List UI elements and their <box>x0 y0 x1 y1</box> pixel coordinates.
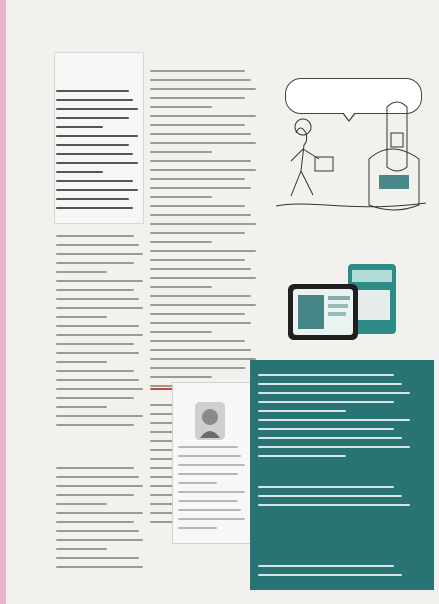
middle-line-14 <box>150 187 251 189</box>
sidebar-block1-line-9 <box>258 446 410 448</box>
definition-line-11 <box>56 180 133 182</box>
second-factor-line-4 <box>56 494 134 496</box>
author-bio-line-10 <box>178 527 217 529</box>
definition-line-14 <box>56 207 133 209</box>
second-factor-line-11 <box>56 557 139 559</box>
second-factor-line-2 <box>56 476 139 478</box>
middle-line-33 <box>150 358 256 360</box>
middle-line-31 <box>150 340 245 342</box>
sidebar-block1-line-6 <box>258 419 410 421</box>
second-factor-line-5 <box>56 503 107 505</box>
middle-line-8 <box>150 133 251 135</box>
sidebar-block2-line-1 <box>258 486 394 488</box>
middle-line-24 <box>150 277 256 279</box>
middle-line-18 <box>150 223 256 225</box>
left-body-line-10 <box>56 316 107 318</box>
middle-line-21 <box>150 250 256 252</box>
middle-line-29 <box>150 322 251 324</box>
middle-line-25 <box>150 286 212 288</box>
middle-line-27 <box>150 304 256 306</box>
middle-line-1 <box>150 70 245 72</box>
definition-title <box>62 60 138 80</box>
author-bio-line-4 <box>178 473 238 475</box>
middle-line-32 <box>150 349 251 351</box>
definition-line-8 <box>56 153 133 155</box>
author-avatar <box>195 402 225 440</box>
sidebar-block2-line-3 <box>258 504 410 506</box>
left-body-line-21 <box>56 415 143 417</box>
middle-line-6 <box>150 115 256 117</box>
second-factor-line-12 <box>56 566 143 568</box>
definition-line-6 <box>56 135 138 137</box>
definition-line-7 <box>56 144 129 146</box>
definition-line-5 <box>56 126 103 128</box>
middle-line-4 <box>150 97 245 99</box>
sidebar-teal-box <box>250 360 434 590</box>
definition-line-3 <box>56 108 138 110</box>
definition-line-12 <box>56 189 138 191</box>
left-body-line-20 <box>56 406 107 408</box>
middle-line-30 <box>150 331 212 333</box>
promo-graphic <box>284 256 404 356</box>
sidebar-block3-line-2 <box>258 574 402 576</box>
middle-line-26 <box>150 295 251 297</box>
second-factor-line-6 <box>56 512 143 514</box>
middle-line-15 <box>150 196 212 198</box>
second-factor-line-1 <box>56 467 134 469</box>
sidebar-block1-line-10 <box>258 455 346 457</box>
definition-line-1 <box>56 90 129 92</box>
definition-line-2 <box>56 99 133 101</box>
author-name <box>178 388 248 398</box>
sidebar-block1-line-8 <box>258 437 402 439</box>
left-body-line-19 <box>56 397 134 399</box>
definition-line-10 <box>56 171 103 173</box>
definition-line-9 <box>56 162 138 164</box>
middle-line-7 <box>150 124 245 126</box>
middle-line-16 <box>150 205 245 207</box>
left-body-line-9 <box>56 307 143 309</box>
sidebar-block1-line-1 <box>258 374 394 376</box>
left-body-line-5 <box>56 271 107 273</box>
left-body-line-14 <box>56 352 139 354</box>
author-bio-line-5 <box>178 482 217 484</box>
page-edge-stripe <box>0 0 6 604</box>
sidebar-block2-line-2 <box>258 495 402 497</box>
second-factor-line-7 <box>56 521 134 523</box>
middle-line-10 <box>150 151 212 153</box>
sidebar-block1-line-5 <box>258 410 346 412</box>
left-body-line-2 <box>56 244 139 246</box>
definition-line-13 <box>56 198 129 200</box>
sidebar-block1-line-2 <box>258 383 402 385</box>
left-body-line-22 <box>56 424 134 426</box>
middle-line-28 <box>150 313 245 315</box>
middle-line-2 <box>150 79 251 81</box>
sidebar-block1-line-4 <box>258 401 394 403</box>
author-bio-line-3 <box>178 464 245 466</box>
sidebar-block3-line-1 <box>258 565 394 567</box>
middle-line-9 <box>150 142 256 144</box>
second-factor-line-8 <box>56 530 139 532</box>
left-body-line-17 <box>56 379 139 381</box>
sidebar-block1-line-7 <box>258 428 394 430</box>
middle-line-3 <box>150 88 256 90</box>
middle-line-22 <box>150 259 245 261</box>
left-body-line-15 <box>56 361 107 363</box>
left-body-line-1 <box>56 235 134 237</box>
second-factor-line-9 <box>56 539 143 541</box>
second-factor-line-3 <box>56 485 143 487</box>
second-factor-line-10 <box>56 548 107 550</box>
middle-line-23 <box>150 268 251 270</box>
left-body-line-16 <box>56 370 134 372</box>
middle-line-5 <box>150 106 212 108</box>
author-bio-line-8 <box>178 509 241 511</box>
sidebar-block1-line-3 <box>258 392 410 394</box>
author-bio-line-7 <box>178 500 238 502</box>
left-body-line-7 <box>56 289 134 291</box>
middle-line-34 <box>150 367 245 369</box>
middle-line-12 <box>150 169 256 171</box>
left-body-line-18 <box>56 388 143 390</box>
left-body-line-12 <box>56 334 143 336</box>
left-body-line-3 <box>56 253 143 255</box>
left-body-line-13 <box>56 343 134 345</box>
left-body-line-4 <box>56 262 134 264</box>
middle-line-20 <box>150 241 212 243</box>
left-body-line-8 <box>56 298 139 300</box>
left-body-line-11 <box>56 325 139 327</box>
middle-line-19 <box>150 232 245 234</box>
author-bio-line-1 <box>178 446 238 448</box>
middle-line-17 <box>150 214 251 216</box>
middle-line-35 <box>150 376 212 378</box>
cartoon-illustration <box>270 70 432 222</box>
author-bio-line-9 <box>178 518 245 520</box>
middle-line-11 <box>150 160 251 162</box>
author-bio-line-2 <box>178 455 241 457</box>
definition-line-4 <box>56 117 129 119</box>
author-bio-line-6 <box>178 491 245 493</box>
middle-line-13 <box>150 178 245 180</box>
left-body-line-6 <box>56 280 143 282</box>
